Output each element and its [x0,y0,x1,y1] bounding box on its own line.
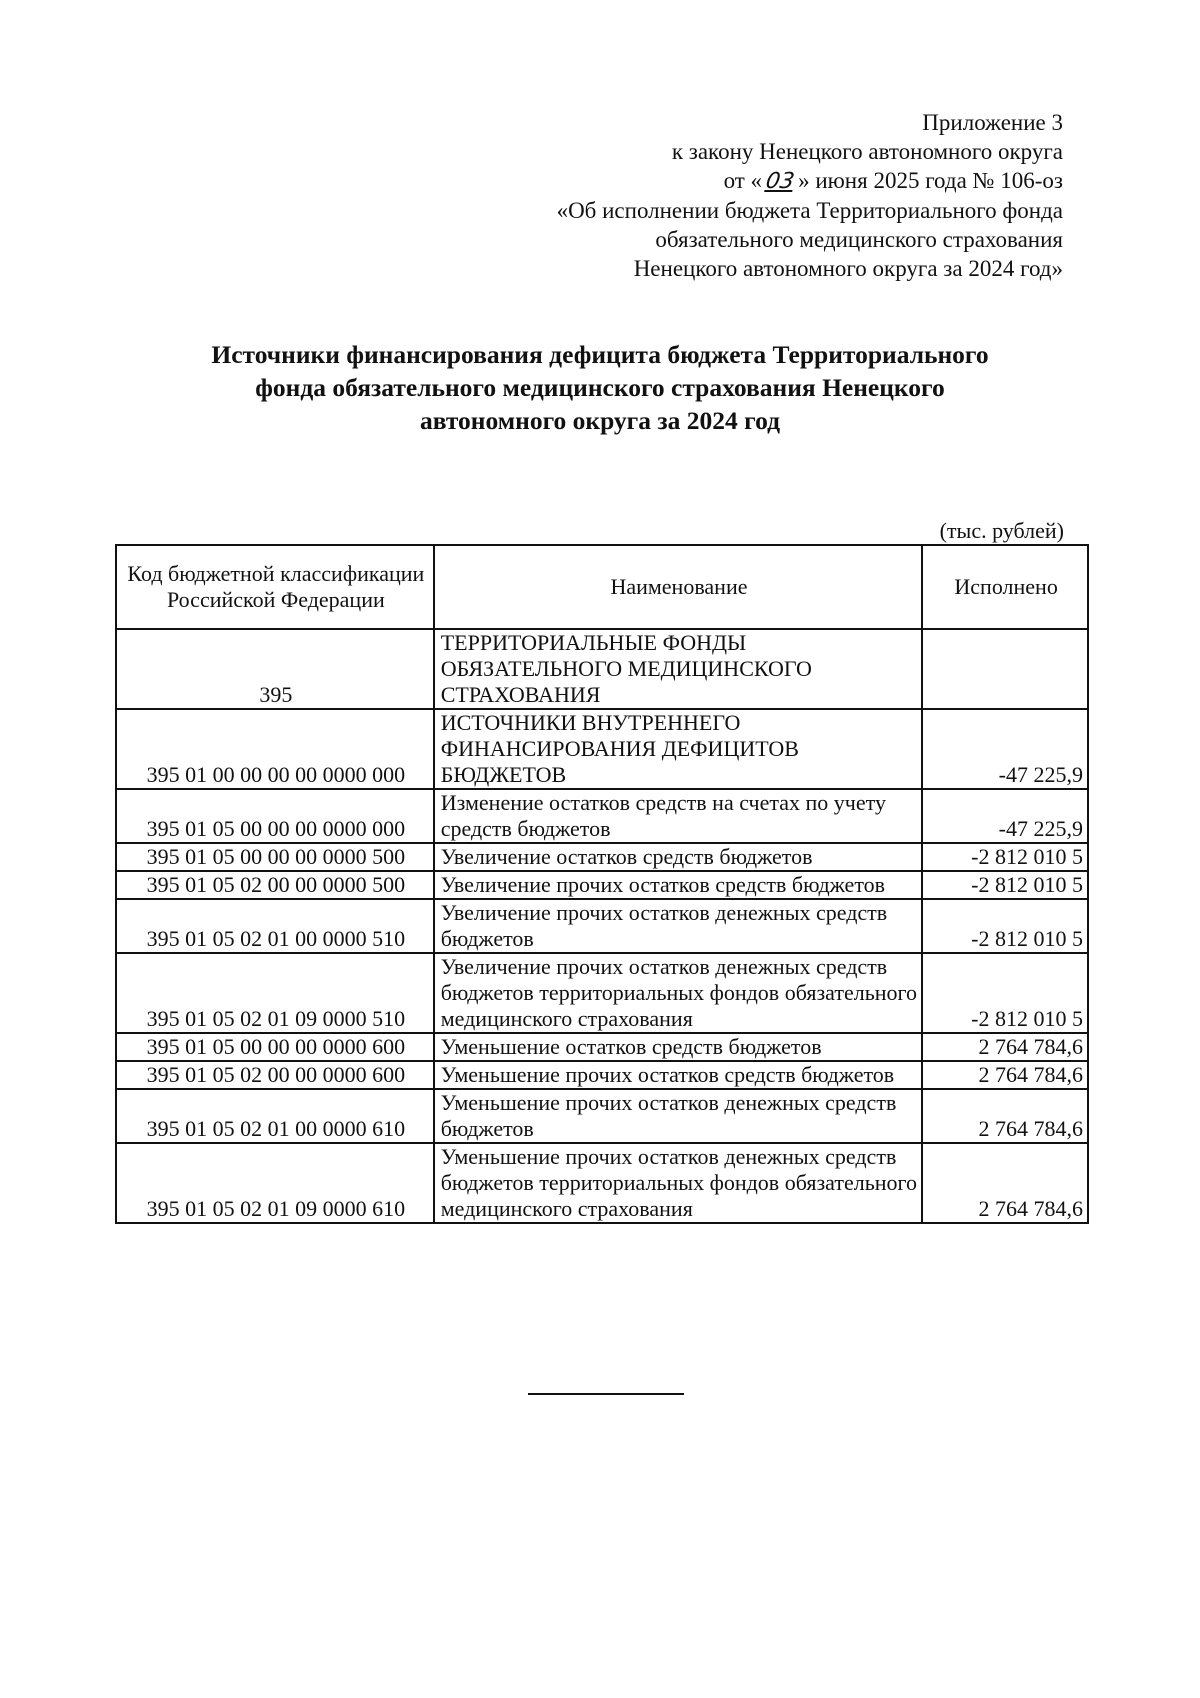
name-cell: ТЕРРИТОРИАЛЬНЫЕ ФОНДЫ ОБЯЗАТЕЛЬНОГО МЕДИЦИНСКОГО СТРАХОВАНИЯ [434,629,923,709]
end-separator-line [528,1393,684,1395]
name-cell: Уменьшение прочих остатков средств бюджетов [434,1061,923,1089]
value-cell: -47 225,9 [922,789,1088,843]
title-line-1: Источники финансирования дефицита бюджета Территориального [211,340,989,369]
value-cell: 2 764 784,6 [922,1143,1088,1223]
table-row [116,709,1088,789]
table-header-row [116,545,1088,629]
table-row [116,1143,1088,1223]
header-value: Исполнено [922,545,1088,629]
code-cell: 395 01 05 02 00 00 0000 500 [116,871,434,899]
title-line-2: фонда обязательного медицинского страхования Ненецкого [255,373,945,402]
name-cell: ИСТОЧНИКИ ВНУТРЕННЕГО ФИНАНСИРОВАНИЯ ДЕФИЦИТОВ БЮДЖЕТОВ [434,709,923,789]
table-row [116,789,1088,843]
appendix-line-1: Приложение 3 [922,110,1063,135]
code-cell: 395 01 05 00 00 00 0000 600 [116,1033,434,1061]
table-row [116,871,1088,899]
value-cell: -2 812 010 5 [922,871,1088,899]
value-cell: 2 764 784,6 [922,1089,1088,1143]
value-cell: -2 812 010 5 [922,953,1088,1033]
name-cell: Изменение остатков средств на счетах по учету средств бюджетов [434,789,923,843]
handwritten-day: 03 [763,169,797,194]
name-cell: Увеличение остатков средств бюджетов [434,843,923,871]
appendix-line-6: Ненецкого автономного округа за 2024 год» [633,256,1063,281]
table-row [116,1061,1088,1089]
code-cell: 395 01 05 02 01 00 0000 510 [116,899,434,953]
code-cell: 395 01 05 02 01 09 0000 610 [116,1143,434,1223]
value-cell: -2 812 010 5 [922,899,1088,953]
value-cell: 2 764 784,6 [922,1061,1088,1089]
table-row [116,1089,1088,1143]
table-row [116,899,1088,953]
appendix-header [363,108,1063,283]
appendix-line-2: к закону Ненецкого автономного округа [671,139,1063,164]
name-cell: Увеличение прочих остатков денежных средств бюджетов территориальных фондов обязательного медицинского страхования [434,953,923,1033]
value-cell: -47 225,9 [922,709,1088,789]
financing-table [115,544,1089,1224]
value-cell [922,629,1088,709]
name-cell: Уменьшение остатков средств бюджетов [434,1033,923,1061]
code-cell: 395 01 05 02 01 09 0000 510 [116,953,434,1033]
appendix-date-prefix: от « [723,168,763,193]
name-cell: Уменьшение прочих остатков денежных средств бюджетов территориальных фондов обязательного медицинского страхования [434,1143,923,1223]
appendix-line-4: «Об исполнении бюджета Территориального фонда [556,198,1063,223]
code-cell: 395 01 05 02 00 00 0000 600 [116,1061,434,1089]
name-cell: Увеличение прочих остатков средств бюджетов [434,871,923,899]
name-cell: Увеличение прочих остатков денежных средств бюджетов [434,899,923,953]
header-name: Наименование [434,545,923,629]
name-cell: Уменьшение прочих остатков денежных средств бюджетов [434,1089,923,1143]
title-line-3: автономного округа за 2024 год [419,406,780,435]
appendix-line-5: обязательного медицинского страхования [655,227,1063,252]
value-cell: 2 764 784,6 [922,1033,1088,1061]
header-code: Код бюджетной классификации Российской Федерации [116,545,434,629]
table-body [116,629,1088,1223]
document-title [110,338,1090,437]
table-row [116,629,1088,709]
table-row [116,1033,1088,1061]
code-cell: 395 01 05 02 01 00 0000 610 [116,1089,434,1143]
code-cell: 395 [116,629,434,709]
unit-label: (тыс. рублей) [939,518,1064,543]
table-row [116,953,1088,1033]
value-cell: -2 812 010 5 [922,843,1088,871]
table-row [116,843,1088,871]
code-cell: 395 01 05 00 00 00 0000 000 [116,789,434,843]
appendix-date-suffix: » июня 2025 года № 106-оз [798,168,1063,193]
code-cell: 395 01 05 00 00 00 0000 500 [116,843,434,871]
code-cell: 395 01 00 00 00 00 0000 000 [116,709,434,789]
appendix-line-3 [363,166,1063,196]
